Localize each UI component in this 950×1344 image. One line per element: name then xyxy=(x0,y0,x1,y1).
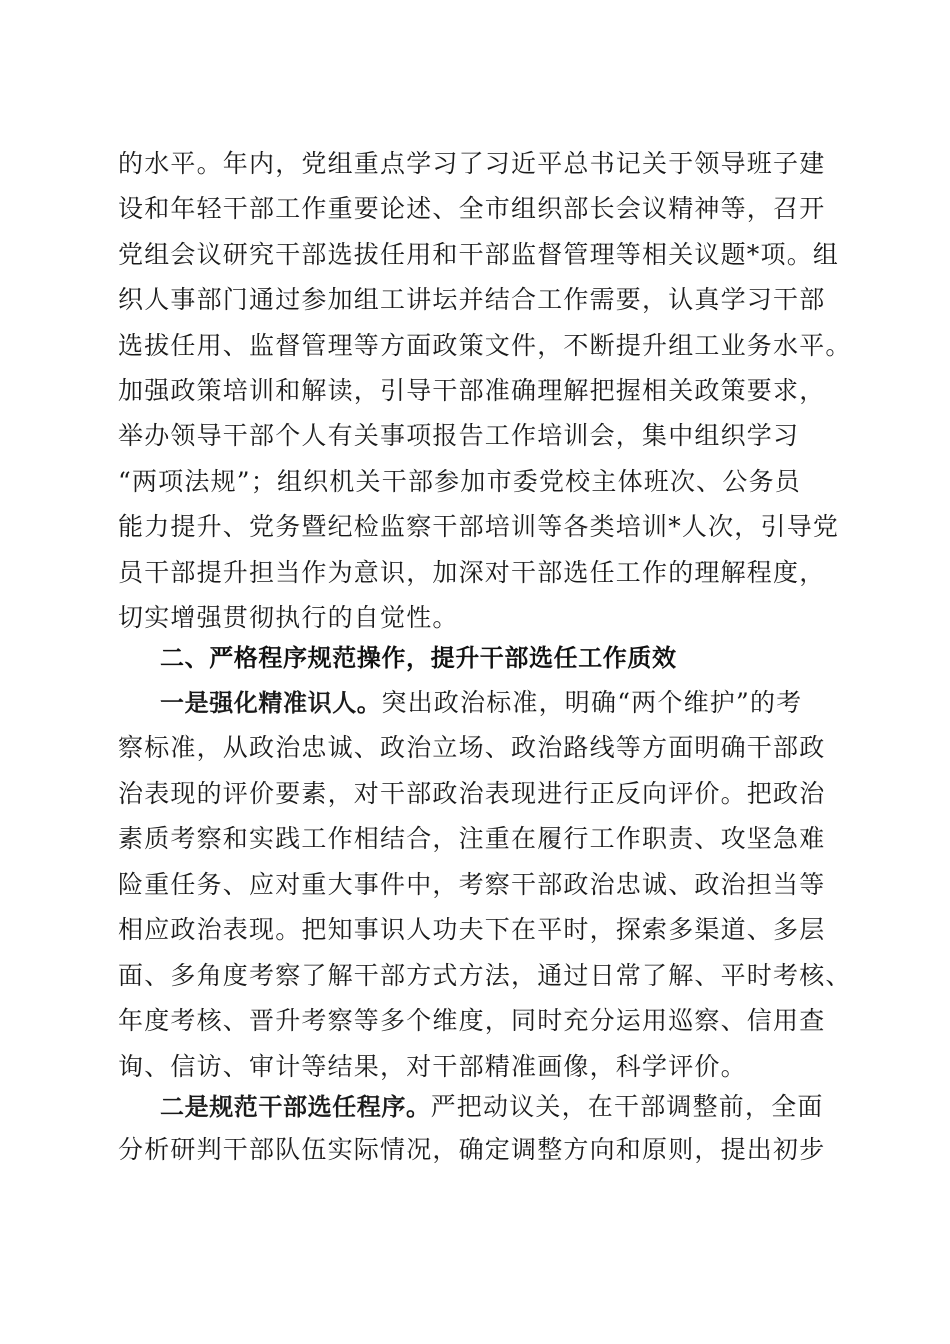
paragraph-lead: 二是规范干部选任程序。 xyxy=(160,1093,431,1121)
paragraph-line: 织人事部门通过参加组工讲坛并结合工作需要，认真学习干部 xyxy=(118,285,826,314)
paragraph-lead: 一是强化精准识人。 xyxy=(160,689,382,717)
paragraph-line: 选拔任用、监督管理等方面政策文件，不断提升组工业务水平。 xyxy=(118,331,852,360)
paragraph-line: 分析研判干部队伍实际情况，确定调整方向和原则，提出初步 xyxy=(118,1135,826,1164)
paragraph-line: 询、信访、审计等结果，对干部精准画像，科学评价。 xyxy=(118,1052,747,1081)
paragraph-line: 素质考察和实践工作相结合，注重在履行工作职责、攻坚急难 xyxy=(118,824,826,853)
section-heading: 二、严格程序规范操作，提升干部选任工作质效 xyxy=(160,644,677,672)
paragraph-text: 严把动议关，在干部调整前，全面 xyxy=(430,1092,824,1121)
paragraph-line: 能力提升、党务暨纪检监察干部培训等各类培训*人次，引导党 xyxy=(118,512,840,541)
paragraph-line: “两项法规”；组织机关干部参加市委党校主体班次、公务员 xyxy=(118,467,801,496)
paragraph-line: 的水平。年内，党组重点学习了习近平总书记关于领导班子建 xyxy=(118,149,826,178)
paragraph-line: 察标准，从政治忠诚、政治立场、政治路线等方面明确干部政 xyxy=(118,733,826,762)
paragraph-text: 突出政治标准，明确“两个维护”的考 xyxy=(381,688,803,717)
paragraph-line: 切实增强贯彻执行的自觉性。 xyxy=(118,603,459,632)
paragraph-line: 险重任务、应对重大事件中，考察干部政治忠诚、政治担当等 xyxy=(118,870,826,899)
paragraph-line: 员干部提升担当作为意识，加深对干部选任工作的理解程度， xyxy=(118,558,826,587)
paragraph-line: 党组会议研究干部选拔任用和干部监督管理等相关议题*项。组 xyxy=(118,240,840,269)
paragraph-line: 加强政策培训和解读，引导干部准确理解把握相关政策要求， xyxy=(118,376,826,405)
paragraph-line: 举办领导干部个人有关事项报告工作培训会，集中组织学习 xyxy=(118,421,800,450)
paragraph-line: 设和年轻干部工作重要论述、全市组织部长会议精神等，召开 xyxy=(118,194,826,223)
paragraph-line: 年度考核、晋升考察等多个维度，同时充分运用巡察、信用查 xyxy=(118,1006,826,1035)
paragraph-line: 面、多角度考察了解干部方式方法，通过日常了解、平时考核、 xyxy=(118,961,852,990)
paragraph-line: 相应政治表现。把知事识人功夫下在平时，探索多渠道、多层 xyxy=(118,915,826,944)
paragraph-first-line xyxy=(160,1092,824,1122)
paragraph-line: 治表现的评价要素，对干部政治表现进行正反向评价。把政治 xyxy=(118,779,826,808)
paragraph-first-line xyxy=(160,688,802,718)
